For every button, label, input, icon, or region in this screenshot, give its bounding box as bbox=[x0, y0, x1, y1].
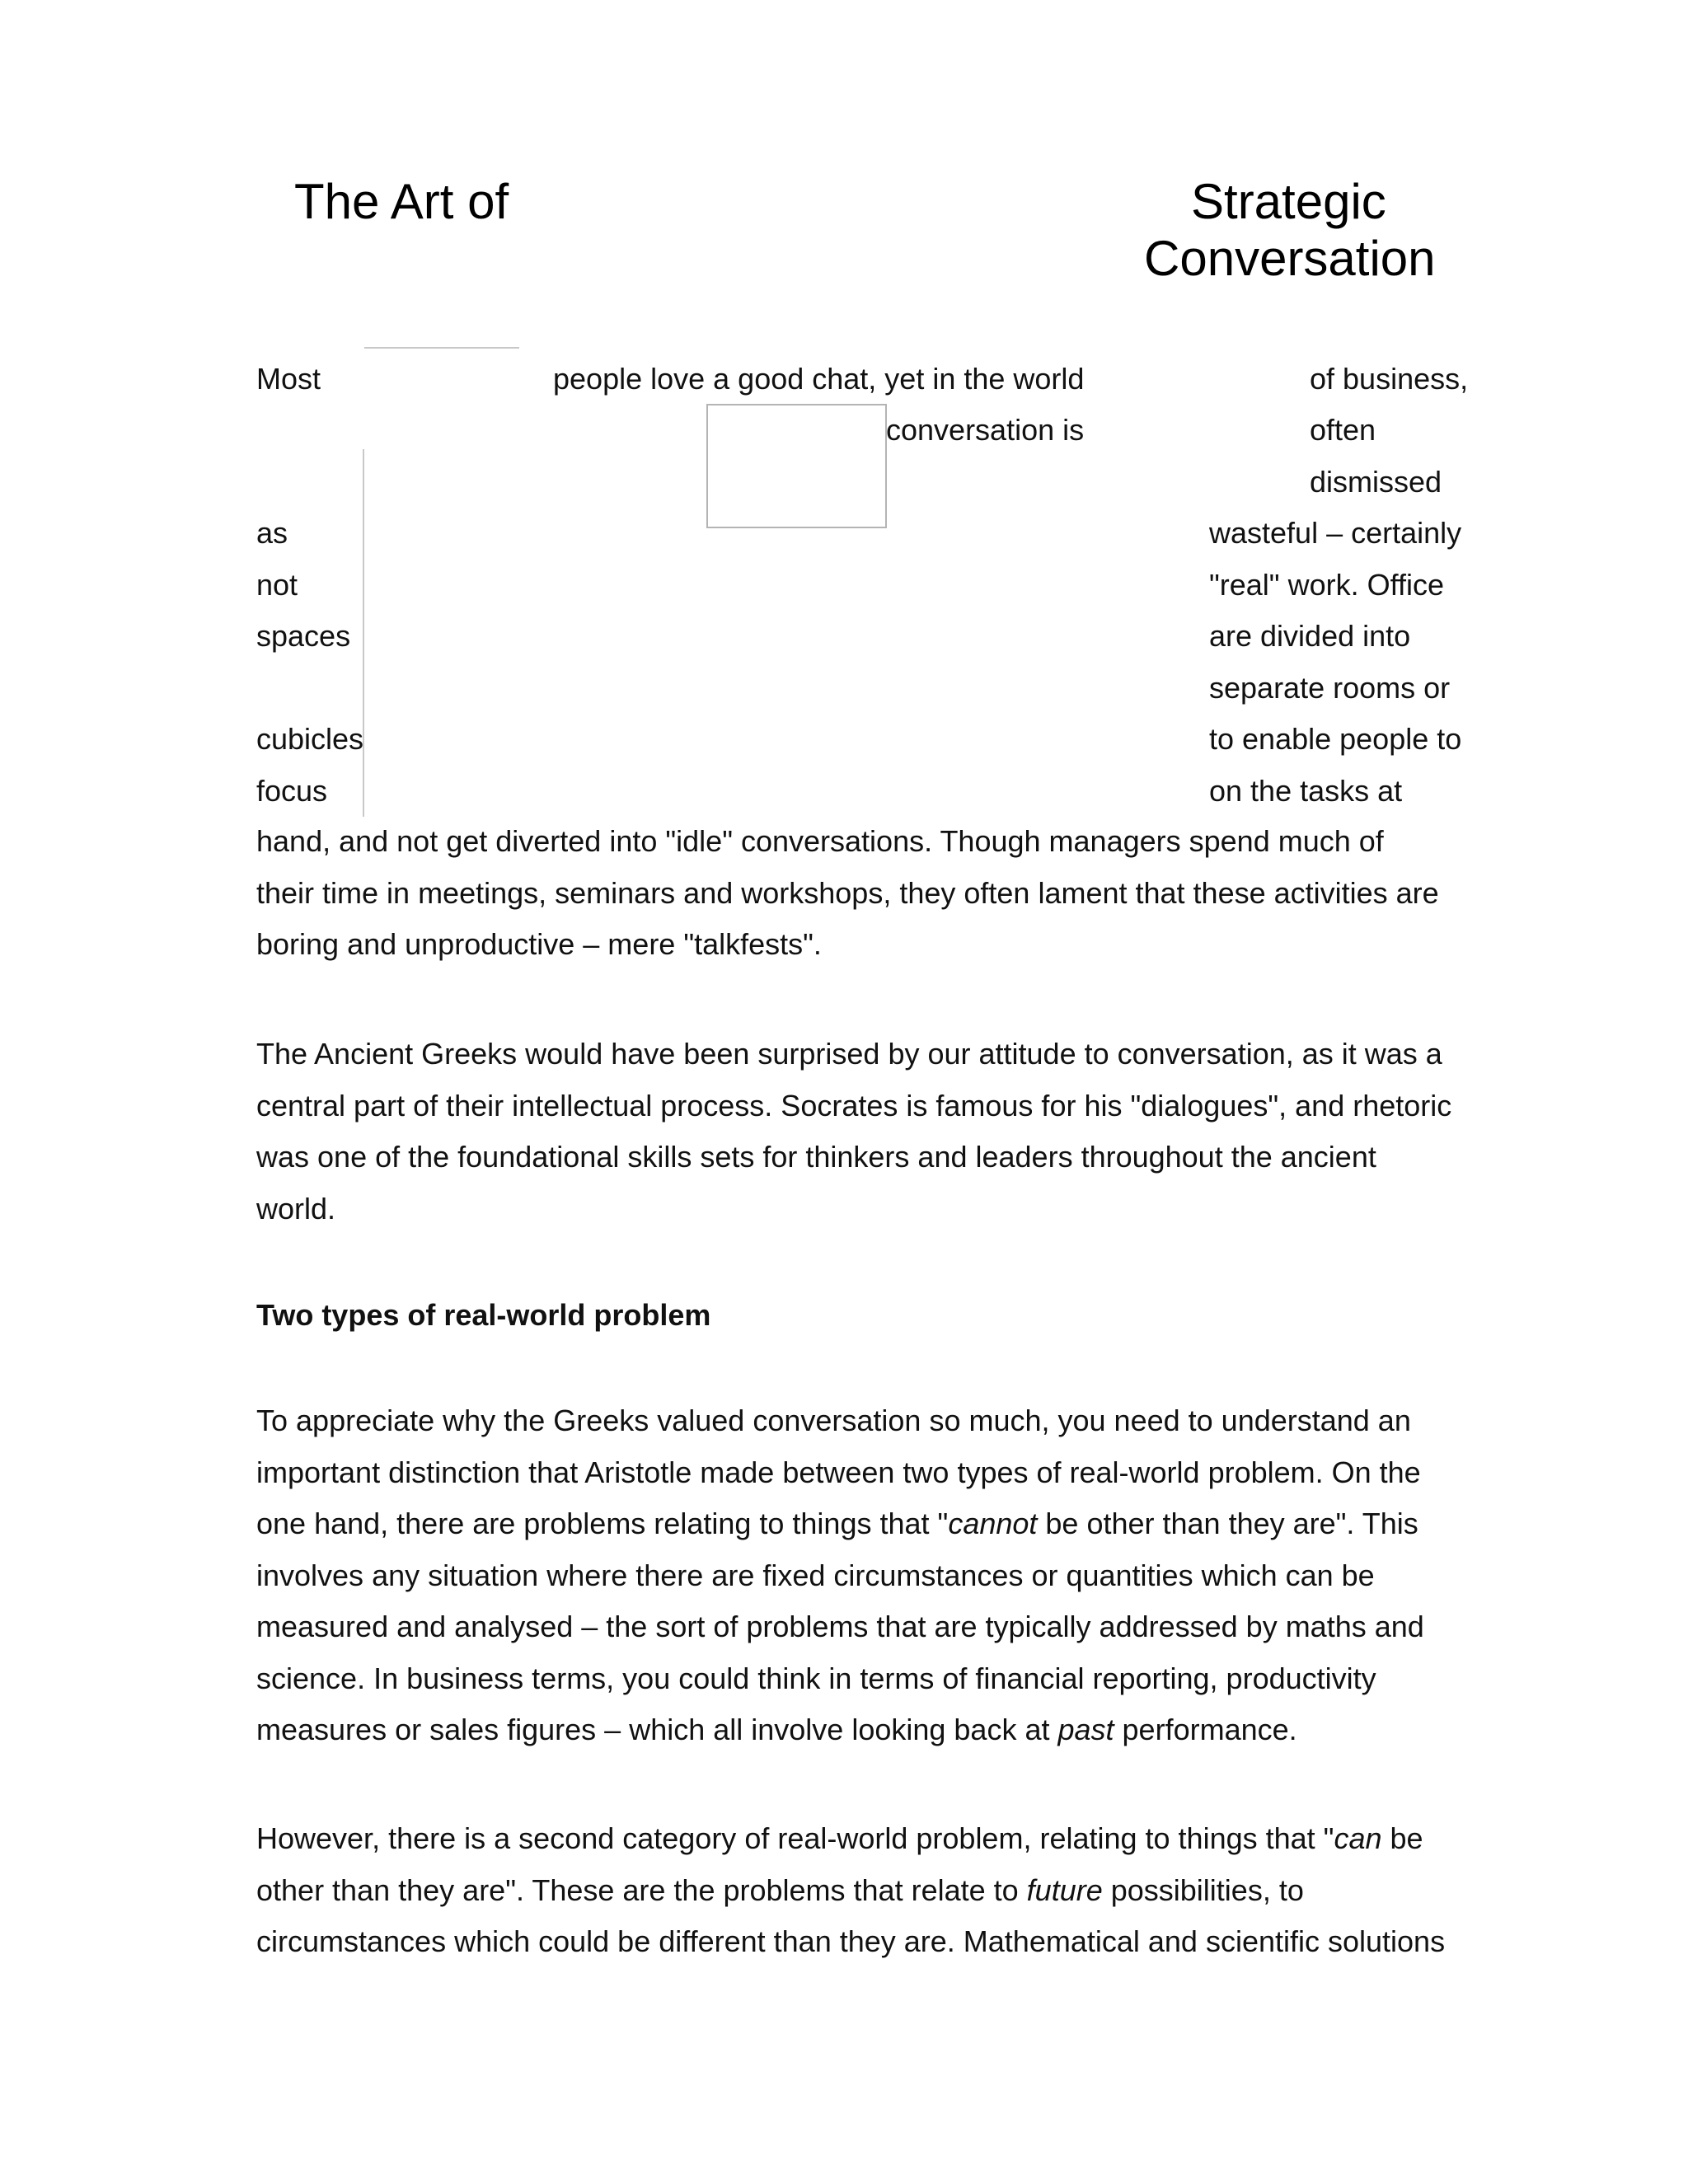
intro-text: people love a good chat, yet in the world bbox=[553, 362, 1085, 396]
text-run: possibilities, to bbox=[1102, 1872, 1304, 1907]
paragraph-two-types bbox=[256, 1395, 1476, 1756]
section-heading bbox=[256, 1290, 1476, 1342]
emphasis-can: can bbox=[1334, 1821, 1382, 1855]
empty-image-box bbox=[706, 404, 887, 528]
text-run: one hand, there are problems relating to things that " bbox=[256, 1507, 949, 1540]
intro-text: as bbox=[256, 516, 288, 550]
emphasis-past: past bbox=[1057, 1713, 1114, 1746]
intro-text: conversation is bbox=[886, 413, 1085, 447]
empty-frame-top-edge bbox=[364, 347, 519, 349]
intro-text: wasteful – certainly bbox=[1209, 516, 1462, 550]
intro-text: are divided into bbox=[1209, 619, 1411, 653]
paragraph-line: was one of the foundational skills sets for thinkers and leaders throughout the ancient bbox=[256, 1140, 1376, 1174]
paragraph-line: boring and unproductive – mere "talkfests". bbox=[256, 927, 822, 961]
empty-frame-left-edge bbox=[363, 449, 364, 817]
paragraph-line bbox=[256, 1498, 1476, 1550]
intro-text: not bbox=[256, 568, 298, 602]
title-left: The Art of bbox=[294, 174, 509, 229]
section-heading-text: Two types of real-world problem bbox=[256, 1298, 711, 1332]
emphasis-future: future bbox=[1026, 1872, 1103, 1907]
intro-text: cubicles bbox=[256, 722, 364, 756]
emphasis-cannot: cannot bbox=[948, 1507, 1038, 1540]
paragraph-line: world. bbox=[256, 1191, 336, 1226]
text-run: be bbox=[1381, 1821, 1423, 1855]
paragraph-line: central part of their intellectual process. Socrates is famous for his "dialogues", and rhetoric bbox=[256, 1088, 1452, 1122]
title-right-line1: Strategic bbox=[1191, 174, 1386, 229]
intro-text: "real" work. Office bbox=[1209, 568, 1444, 602]
paragraph-line bbox=[256, 1813, 1476, 1865]
text-run: performance. bbox=[1114, 1713, 1297, 1746]
paragraph-ancient-greeks bbox=[256, 1029, 1476, 1235]
paragraph-line bbox=[256, 1865, 1476, 1917]
paragraph-line: measured and analysed – the sort of problems that are typically addressed by maths and bbox=[256, 1610, 1424, 1643]
paragraph-line: involves any situation where there are fixed circumstances or quantities which can be bbox=[256, 1558, 1375, 1592]
paragraph-line: circumstances which could be different than they are. Mathematical and scientific solutions bbox=[256, 1924, 1446, 1958]
intro-text: dismissed bbox=[1310, 465, 1442, 499]
text-run: be other than they are". This bbox=[1037, 1507, 1418, 1540]
paragraph-line: The Ancient Greeks would have been surprised by our attitude to conversation, as it was a bbox=[256, 1037, 1442, 1071]
intro-text: of business, bbox=[1310, 362, 1469, 396]
title-right-line2: Conversation bbox=[1144, 231, 1436, 286]
paragraph-line bbox=[256, 1704, 1476, 1756]
intro-text: often bbox=[1310, 413, 1376, 447]
intro-text: separate rooms or bbox=[1209, 671, 1451, 705]
body-text bbox=[256, 816, 1476, 971]
paragraph-line: hand, and not get diverted into "idle" conversations. Though managers spend much of bbox=[256, 824, 1384, 858]
paragraph-line: science. In business terms, you could think in terms of financial reporting, productivity bbox=[256, 1661, 1376, 1695]
text-run: However, there is a second category of real-world problem, relating to things that " bbox=[256, 1821, 1334, 1855]
paragraph-second-category bbox=[256, 1813, 1476, 1968]
paragraph-line: To appreciate why the Greeks valued conversation so much, you need to understand an bbox=[256, 1404, 1411, 1437]
intro-text: Most bbox=[256, 362, 321, 396]
text-run: other than they are". These are the problems that relate to bbox=[256, 1872, 1027, 1907]
intro-text: focus bbox=[256, 774, 328, 808]
text-run: measures or sales figures – which all involve looking back at bbox=[256, 1713, 1058, 1746]
intro-text: to enable people to bbox=[1209, 722, 1462, 756]
intro-text: spaces bbox=[256, 619, 351, 653]
intro-text: on the tasks at bbox=[1209, 774, 1403, 808]
paragraph-line: important distinction that Aristotle made between two types of real-world problem. On the bbox=[256, 1455, 1421, 1489]
paragraph-line: their time in meetings, seminars and workshops, they often lament that these activities are bbox=[256, 875, 1439, 910]
